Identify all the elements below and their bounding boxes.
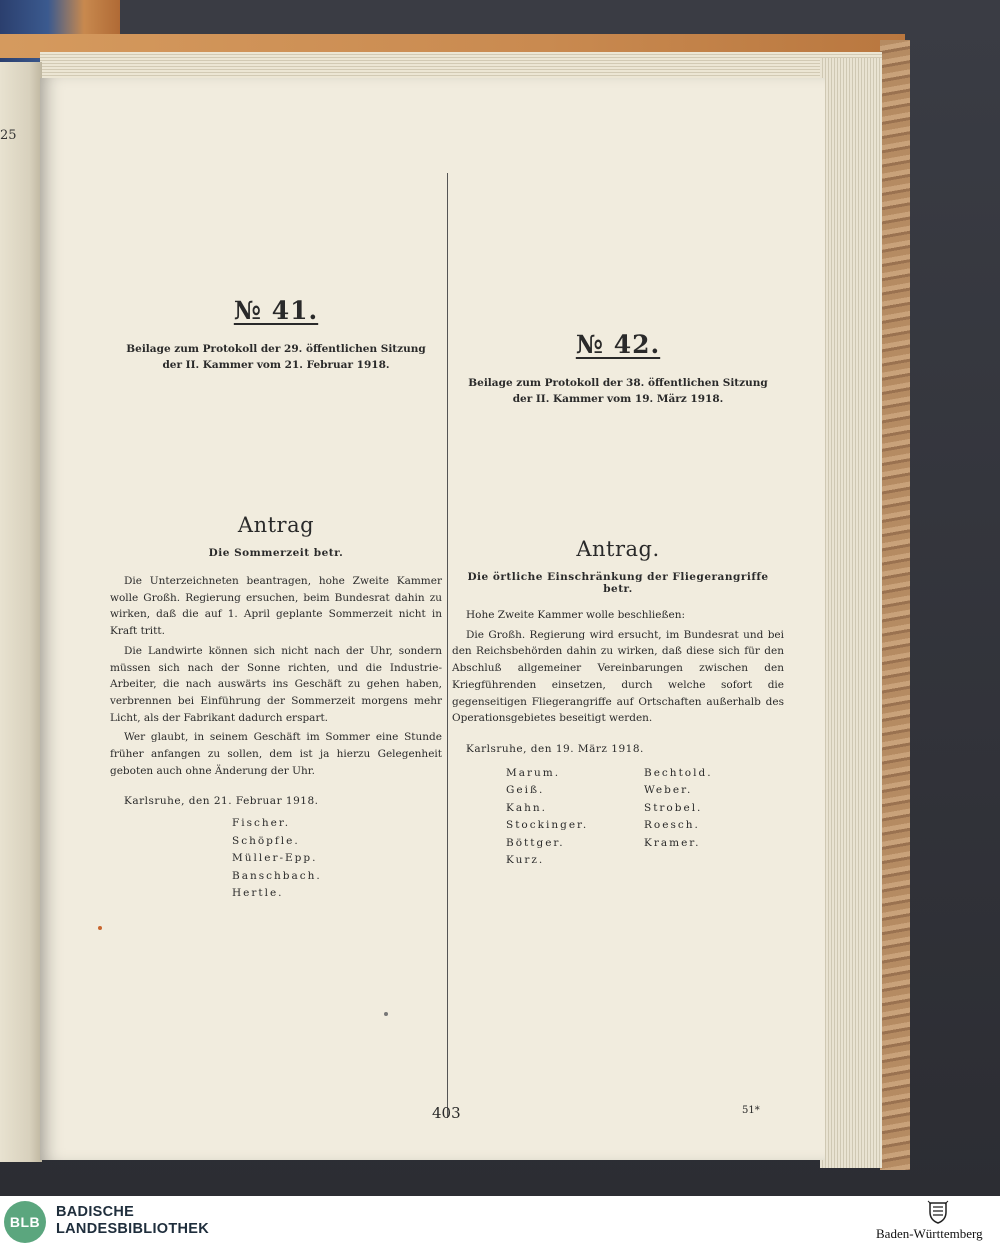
signatory: Hertle. [232, 887, 284, 900]
page-speck [384, 1012, 388, 1016]
signatory: Kurz. [506, 854, 545, 867]
signatory-list [110, 815, 442, 903]
intro-line: Hohe Zweite Kammer wolle beschließen: [466, 609, 686, 621]
signatory: Kramer. [644, 836, 701, 849]
left-page-edge [0, 62, 42, 1162]
signatory-list-right [644, 765, 713, 853]
marbled-cover-board [880, 40, 910, 1170]
antrag-heading: Antrag. [576, 537, 660, 561]
document-number: № 42. [575, 330, 661, 359]
signatory: Weber. [644, 784, 693, 797]
right-column [452, 330, 784, 875]
beilage-line: Beilage zum Protokoll der 29. öffentlichen Sitzung [126, 343, 426, 355]
signatory: Geiß. [506, 784, 545, 797]
place-date: Karlsruhe, den 21. Februar 1918. [124, 795, 319, 808]
library-name[interactable] [56, 1204, 209, 1238]
state-name: Baden-Württemberg [876, 1226, 983, 1241]
signatory: Schöpfle. [232, 834, 300, 847]
footer-bar [0, 1196, 1000, 1247]
subject-line: Die Sommerzeit betr. [208, 547, 344, 559]
document-number: № 41. [233, 296, 319, 325]
signatory: Marum. [506, 766, 561, 779]
page-speck [98, 926, 102, 930]
coat-of-arms-icon [927, 1200, 949, 1224]
signatory: Roesch. [644, 819, 700, 832]
page-stack-right [820, 58, 882, 1168]
paragraph: Die Großh. Regierung wird ersucht, im Bundesrat und bei den Reichsbehörden dahin zu wirken, daß diese sich für den Abschluß allgemeiner Vereinbarungen zwischen den Kriegführenden einsetzen, durch welche sofort die gegenseitigen Fliegerangriffe auf Ortschaften außerhalb des Operationsgebietes beseitigt werden. [452, 628, 784, 725]
signatory: Müller-Epp. [232, 852, 318, 865]
paragraph: Die Landwirte können sich nicht nach der Uhr, sondern müssen sich nach der Sonne richten, und die Industrie-Arbeiter, die nach auswärts ins Geschäft zu gehen haben, verbrennen bei Einführung der Sommerzeit morgens mehr Licht, als der Fabrikant dadurch erspart. [110, 644, 442, 724]
beilage-line: der II. Kammer vom 21. Februar 1918. [162, 359, 390, 371]
place-date: Karlsruhe, den 19. März 1918. [466, 742, 644, 755]
antrag-heading: Antrag [237, 513, 315, 537]
beilage-line: Beilage zum Protokoll der 38. öffentlichen Sitzung [468, 377, 768, 389]
signatory: Bechtold. [644, 766, 713, 779]
left-column [110, 296, 442, 903]
paragraph: Die Unterzeichneten beantragen, hohe Zweite Kammer wolle Großh. Regierung ersuchen, beim Bundesrat dahin zu wirken, daß die auf 1. April geplante Sommerzeit nicht in Kraft tritt. [110, 575, 442, 638]
library-name-line2: LANDESBIBLIOTHEK [56, 1221, 210, 1237]
blb-logo[interactable]: BLB [4, 1201, 46, 1243]
signatory: Kahn. [506, 801, 547, 814]
signatory: Fischer. [232, 817, 291, 830]
signatory: Strobel. [644, 801, 703, 814]
left-margin-number: 25 [0, 128, 17, 143]
column-divider [447, 173, 448, 1118]
subject-line: Die örtliche Einschränkung der Fliegerangriffe betr. [467, 571, 769, 595]
library-name-line1: BADISCHE [56, 1204, 135, 1220]
signatory: Böttger. [506, 836, 565, 849]
beilage-line: der II. Kammer vom 19. März 1918. [512, 393, 724, 405]
paragraph: Wer glaubt, in seinem Geschäft im Sommer eine Stunde früher anfangen zu sollen, dem ist ja hierzu Gelegenheit geboten auch ohne Änderung der Uhr. [110, 731, 442, 777]
page-number: 403 [432, 1104, 461, 1122]
page-stack-top [40, 52, 882, 78]
signatory-list-left [506, 765, 588, 870]
sheet-mark: 51* [742, 1105, 760, 1116]
signatory: Stockinger. [506, 819, 589, 832]
signatory: Banschbach. [232, 869, 322, 882]
